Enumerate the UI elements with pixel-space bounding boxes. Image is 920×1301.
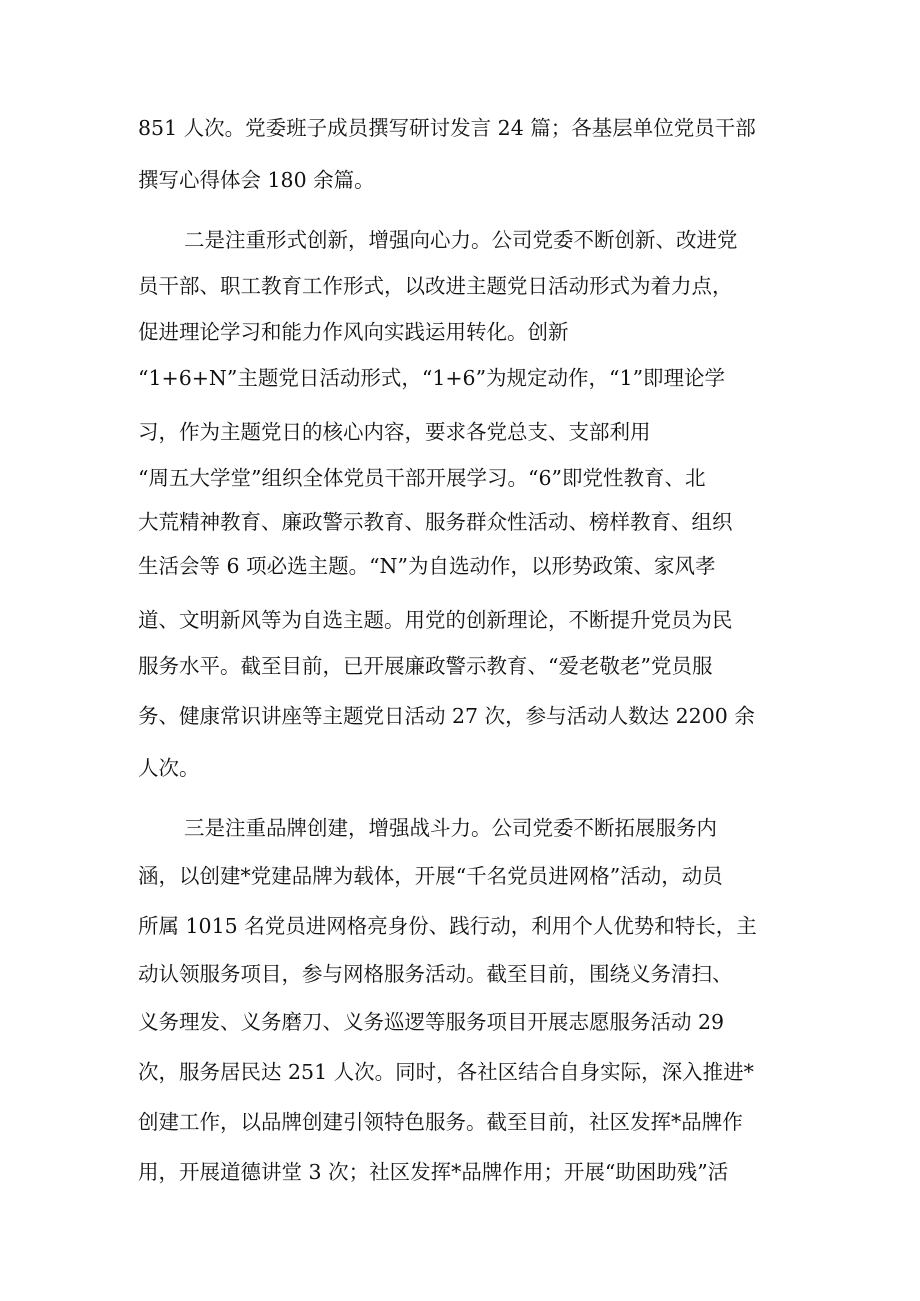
text-line: 服务水平。截至目前，已开展廉政警示教育、“爱老敬老”党员服 xyxy=(138,654,713,678)
text-line: 所属 1015 名党员进网格亮身份、践行动，利用个人优势和特长，主 xyxy=(138,914,757,938)
text-line: 用，开展道德讲堂 3 次；社区发挥*品牌作用；开展“助困助残”活 xyxy=(138,1160,729,1184)
text-line: 习，作为主题党日的核心内容，要求各党总支、支部利用 xyxy=(138,420,651,444)
text-line: 撰写心得体会 180 余篇。 xyxy=(138,168,375,192)
text-line: “1+6+N”主题党日活动形式，“1+6”为规定动作，“1”即理论学 xyxy=(138,366,726,390)
text-line: 创建工作，以品牌创建引领特色服务。截至目前，社区发挥*品牌作 xyxy=(138,1110,743,1134)
text-line: 人次。 xyxy=(138,756,200,780)
text-line: 员干部、职工教育工作形式，以改进主题党日活动形式为着力点， xyxy=(138,274,733,298)
text-line: 义务理发、义务磨刀、义务巡逻等服务项目开展志愿服务活动 29 xyxy=(138,1010,725,1034)
text-line: 动认领服务项目，参与网格服务活动。截至目前，围绕义务清扫、 xyxy=(138,962,733,986)
text-line: 851 人次。党委班子成员撰写研讨发言 24 篇；各基层单位党员干部 xyxy=(138,116,756,140)
text-line: 务、健康常识讲座等主题党日活动 27 次，参与活动人数达 2200 余 xyxy=(138,704,755,728)
text-line: 大荒精神教育、廉政警示教育、服务群众性活动、榜样教育、组织 xyxy=(138,510,733,534)
text-line: 道、文明新风等为自选主题。用党的创新理论，不断提升党员为民 xyxy=(138,608,733,632)
text-line: 生活会等 6 项必选主题。“N”为自选动作，以形势政策、家风孝 xyxy=(138,554,716,578)
text-line: 涵，以创建*党建品牌为载体，开展“千名党员进网格”活动，动员 xyxy=(138,864,723,888)
text-line: 次，服务居民达 251 人次。同时，各社区结合自身实际，深入推进* xyxy=(138,1060,754,1084)
paragraph-start-line: 二是注重形式创新，增强向心力。公司党委不断创新、改进党 xyxy=(184,228,738,252)
text-line: “周五大学堂”组织全体党员干部开展学习。“6”即党性教育、北 xyxy=(138,466,706,490)
text-line: 促进理论学习和能力作风向实践运用转化。创新 xyxy=(138,320,569,344)
paragraph-start-line: 三是注重品牌创建，增强战斗力。公司党委不断拓展服务内 xyxy=(184,816,717,840)
